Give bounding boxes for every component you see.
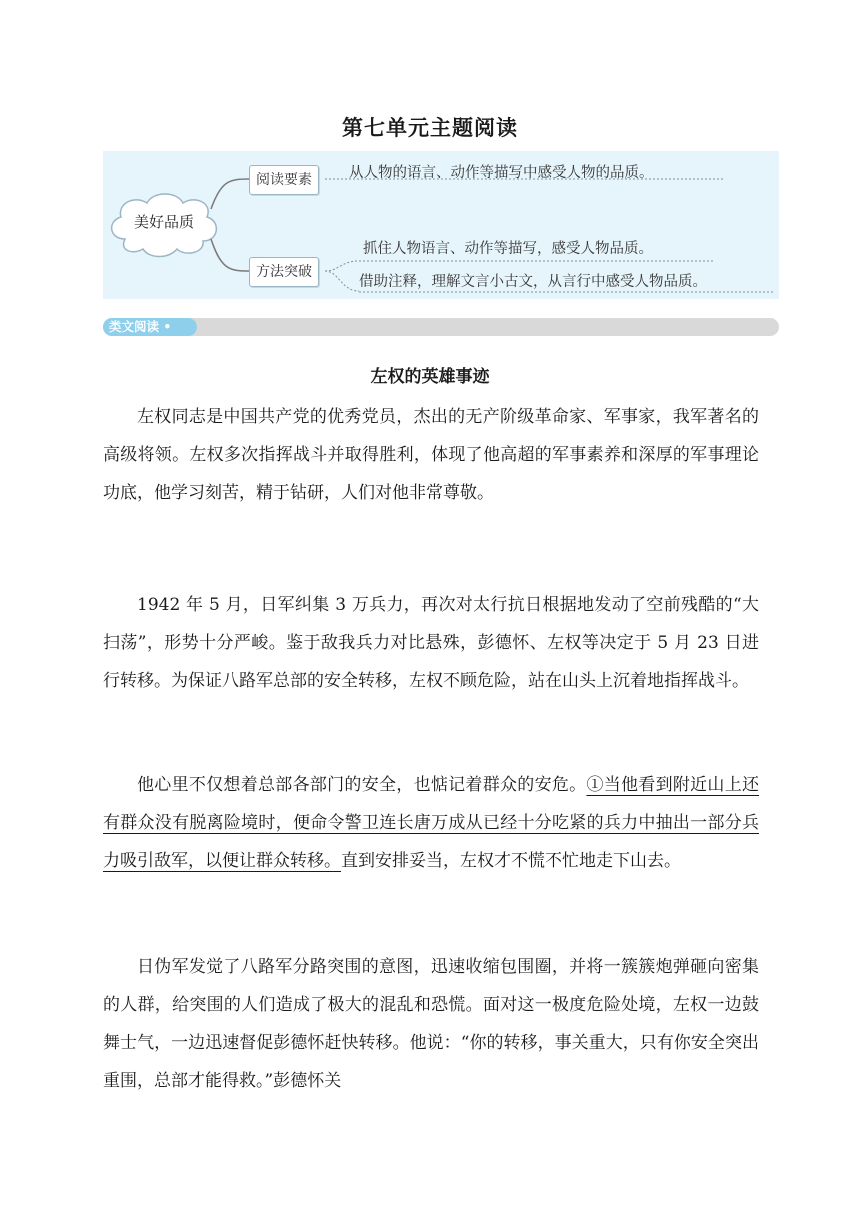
paragraph-1: 左权同志是中国共产党的优秀党员，杰出的无产阶级革命家、军事家，我军著名的高级将领。左权多次指挥战斗并取得胜利，体现了他高超的军事素养和深厚的军事理论功底，他学习刻苦，精于钻研，人们对他非常尊敬。 <box>103 407 759 503</box>
paragraph-3 <box>103 766 759 880</box>
mind-map-center: 美好品质 <box>133 213 194 231</box>
paragraph-2: 1942 年 5 月，日军纠集 3 万兵力，再次对太行抗日根据地发动了空前残酷的“大扫荡”，形势十分严峻。鉴于敌我兵力对比悬殊，彭德怀、左权等决定于 5 月 23 日进行转移。为保证八路军总部的安全转移，左权不顾危险，站在山头上沉着地指挥战斗。 <box>103 595 759 691</box>
paragraph-3-text-b: 直到安排妥当，左权才不慌不忙地走下山去。 <box>341 851 681 871</box>
section-divider <box>103 318 779 336</box>
paragraph-4: 日伪军发觉了八路军分路突围的意图，迅速收缩包围圈，并将一簇簇炮弹砸向密集的人群，给突围的人们造成了极大的混乱和恐慌。面对这一极度危险处境，左权一边鼓舞士气，一边迅速督促彭德怀赶快转移。他说：“你的转移，事关重大，只有你安全突出重围，总部才能得救。”彭德怀关 <box>103 957 759 1091</box>
paragraph-3-text-a: 他心里不仅想着总部各部门的安全，也惦记着群众的安危。 <box>137 775 587 795</box>
section-label: 类文阅读 • <box>103 318 197 336</box>
underlined-sentence-1: ①当他看到附近山上还有群众没有脱离险境时，便命令警卫连长唐万成从已经十分吃紧的兵力中抽出一部分兵力吸引敌军，以便让群众转移。 <box>103 775 760 871</box>
branch-tag-method: 方法突破 <box>249 257 319 287</box>
leaf-method-1: 抓住人物语言、动作等描写，感受人物品质。 <box>363 241 653 257</box>
branch-tag-reading-element: 阅读要素 <box>249 165 319 195</box>
leaf-method-2: 借助注释，理解文言小古文，从言行中感受人物品质。 <box>359 274 707 290</box>
page-title: 第七单元主题阅读 <box>342 116 518 140</box>
mind-map <box>103 151 779 299</box>
article-title: 左权的英雄事迹 <box>370 367 490 387</box>
leaf-reading-element: 从人物的语言、动作等描写中感受人物的品质。 <box>349 165 654 181</box>
